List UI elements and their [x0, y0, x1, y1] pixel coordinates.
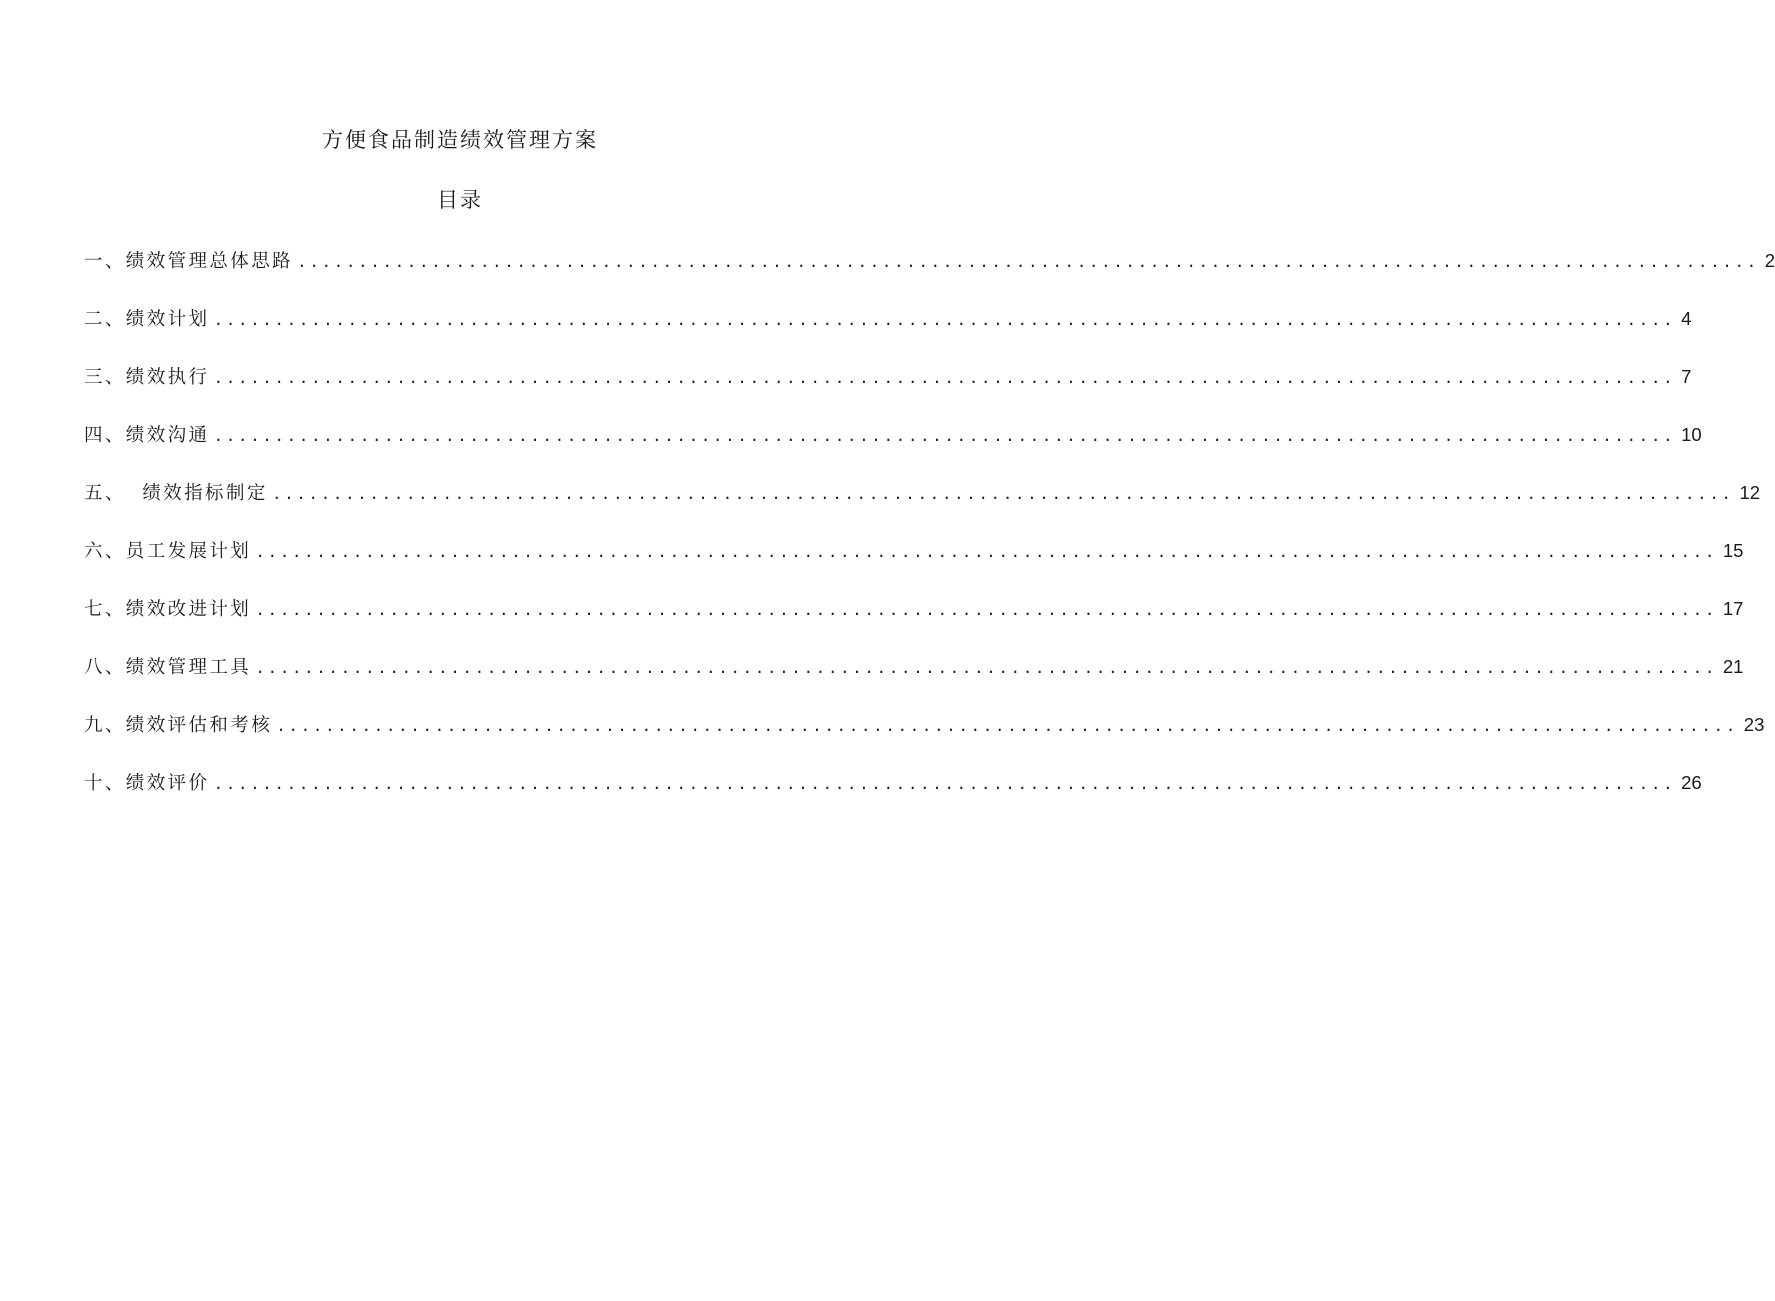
- toc-page-number: 10: [1681, 424, 1702, 445]
- toc-dot-leader: ........................................................................................................................: [273, 483, 1736, 504]
- toc-dot-leader: ........................................................................................................................: [215, 425, 1678, 446]
- toc-entry-4[interactable]: [84, 419, 1702, 477]
- toc-dot-leader: ........................................................................................................................: [257, 657, 1719, 678]
- toc-entry-7[interactable]: [84, 593, 1744, 651]
- toc-entry-8[interactable]: [84, 651, 1744, 709]
- toc-entry-3[interactable]: [84, 361, 1692, 419]
- toc-entry-label: 七、绩效改进计划: [84, 599, 252, 620]
- toc-entry-label: 五、 绩效指标制定: [84, 483, 268, 504]
- toc-page-number: 26: [1681, 772, 1702, 793]
- toc-entry-label: 十、绩效评价: [84, 773, 210, 794]
- table-of-contents: [84, 245, 1775, 825]
- toc-dot-leader: ........................................................................................................................: [215, 367, 1678, 388]
- toc-entry-2[interactable]: [84, 303, 1692, 361]
- toc-heading: 目录: [437, 188, 483, 212]
- toc-page-number: 15: [1722, 540, 1744, 561]
- toc-entry-5[interactable]: [84, 477, 1761, 535]
- toc-entry-label: 八、绩效管理工具: [84, 657, 252, 678]
- toc-entry-1[interactable]: [84, 245, 1775, 303]
- toc-page-number: 17: [1722, 598, 1744, 619]
- toc-dot-leader: ........................................................................................................................: [215, 309, 1678, 330]
- toc-page-number: 21: [1722, 656, 1744, 677]
- toc-entry-label: 一、绩效管理总体思路: [84, 251, 294, 272]
- toc-dot-leader: ........................................................................................................................: [257, 541, 1719, 562]
- toc-entry-9[interactable]: [84, 709, 1765, 767]
- toc-page-number: 4: [1681, 308, 1692, 329]
- toc-entry-label: 六、员工发展计划: [84, 541, 252, 562]
- document-title: 方便食品制造绩效管理方案: [322, 128, 598, 152]
- toc-entry-label: 四、绩效沟通: [84, 425, 210, 446]
- toc-page-number: 2: [1764, 250, 1775, 271]
- toc-entry-10[interactable]: [84, 767, 1702, 825]
- toc-dot-leader: ........................................................................................................................: [278, 715, 1740, 736]
- toc-entry-label: 九、绩效评估和考核: [84, 715, 273, 736]
- toc-entry-label: 二、绩效计划: [84, 309, 210, 330]
- toc-page-number: 12: [1739, 482, 1761, 503]
- toc-entry-6[interactable]: [84, 535, 1744, 593]
- toc-dot-leader: ........................................................................................................................: [299, 251, 1761, 272]
- toc-page-number: 7: [1681, 366, 1692, 387]
- toc-page-number: 23: [1743, 714, 1765, 735]
- toc-entry-label: 三、绩效执行: [84, 367, 210, 388]
- toc-dot-leader: ........................................................................................................................: [215, 773, 1678, 794]
- toc-dot-leader: ........................................................................................................................: [257, 599, 1719, 620]
